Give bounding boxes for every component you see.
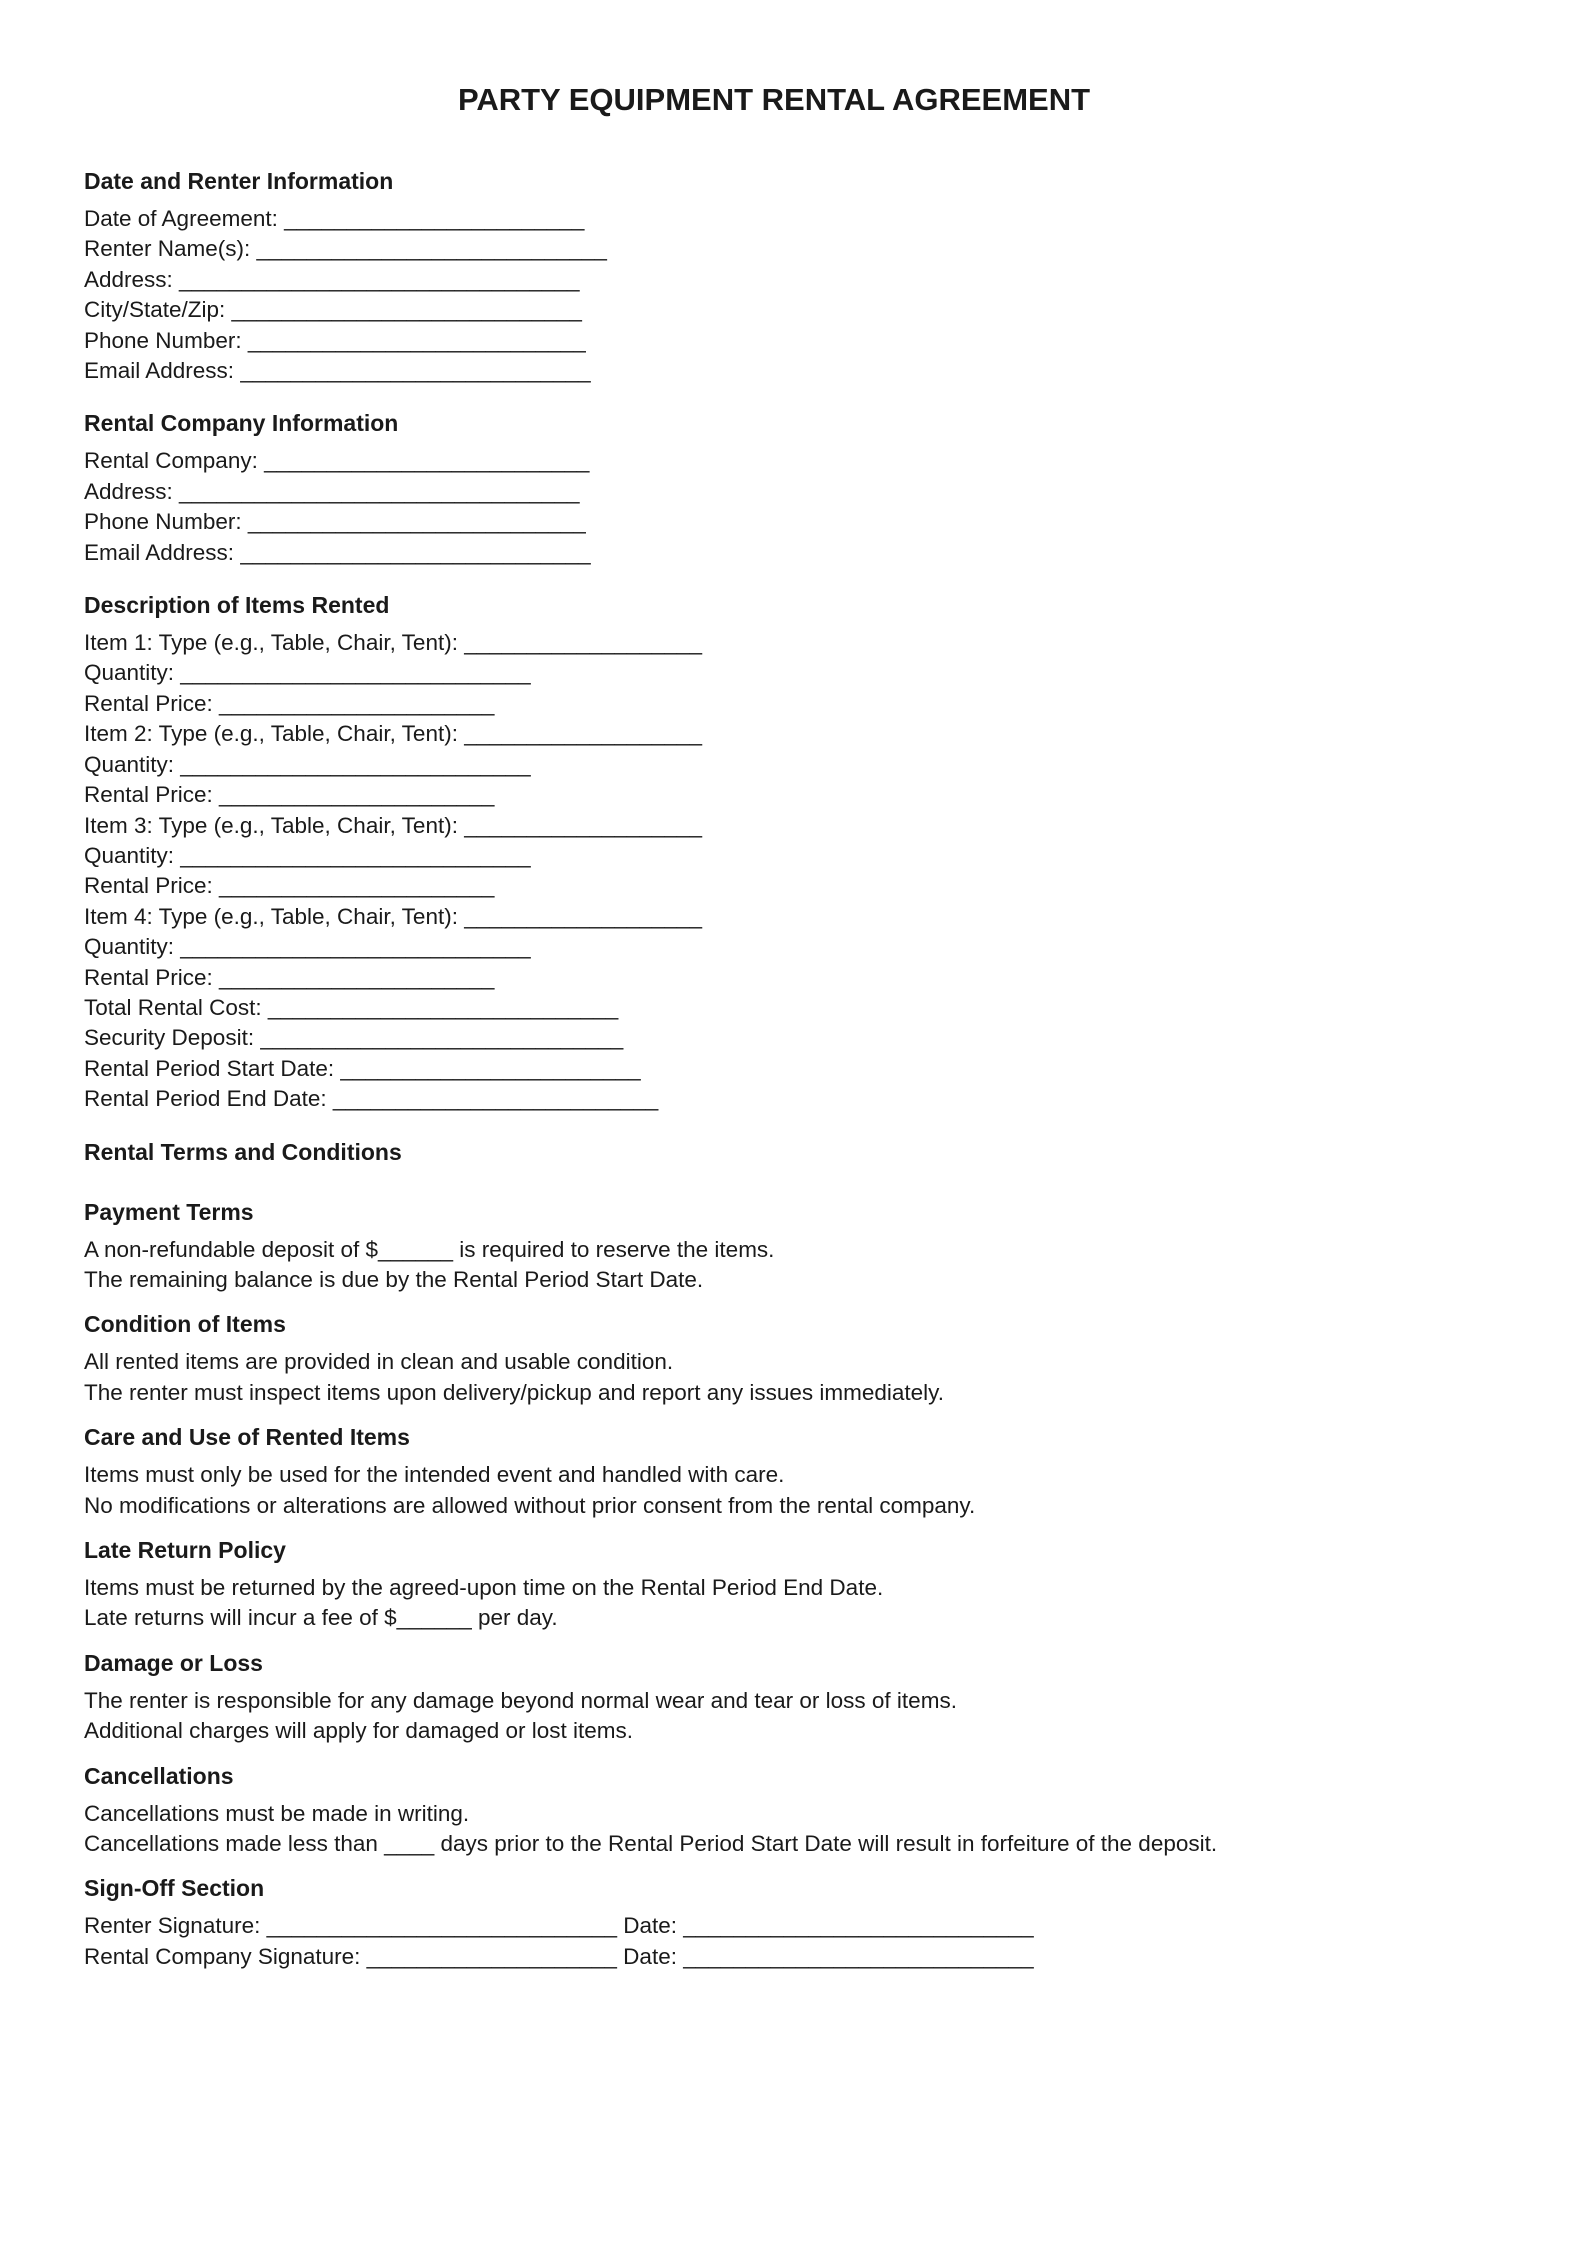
term-line: No modifications or alterations are allowed without prior consent from the rental company.: [84, 1492, 976, 1518]
term-line: All rented items are provided in clean and usable condition.: [84, 1349, 674, 1375]
late-return-section: [84, 1535, 1504, 1634]
section-heading: Rental Company Information: [84, 410, 399, 437]
term-line: Items must be returned by the agreed-upon time on the Rental Period End Date.: [84, 1575, 884, 1600]
item-2-price-field: Rental Price: ______________________: [84, 782, 495, 808]
renter-city-state-zip-field: City/State/Zip: ____________________________: [84, 297, 582, 323]
sign-off-section: [84, 1873, 1504, 1972]
section-heading: Damage or Loss: [84, 1649, 263, 1676]
term-line: Cancellations must be made in writing.: [84, 1800, 470, 1826]
item-2-quantity-field: Quantity: ____________________________: [84, 751, 531, 777]
terms-heading: Rental Terms and Conditions: [84, 1138, 402, 1165]
renter-address-field: Address: ________________________________: [84, 266, 580, 292]
section-heading: Date and Renter Information: [84, 168, 394, 194]
document-title: PARTY EQUIPMENT RENTAL AGREEMENT: [457, 82, 1091, 117]
total-rental-cost-field: Total Rental Cost: ____________________________: [84, 994, 619, 1020]
items-rented-section: [84, 590, 1504, 1115]
item-1-type-field: Item 1: Type (e.g., Table, Chair, Tent): ___________________: [84, 630, 702, 656]
item-3-quantity-field: Quantity: ____________________________: [84, 842, 531, 868]
damage-or-loss-section: [84, 1648, 1504, 1747]
item-3-price-field: Rental Price: ______________________: [84, 873, 495, 899]
care-and-use-section: [84, 1422, 1504, 1521]
term-line: Late returns will incur a fee of $______ per day.: [84, 1605, 558, 1631]
company-signature-line: Rental Company Signature: ____________________ Date: ____________________________: [84, 1943, 1034, 1969]
item-1-price-field: Rental Price: ______________________: [84, 690, 495, 716]
company-address-field: Address: ________________________________: [84, 478, 580, 504]
renter-name-field: Renter Name(s): ____________________________: [84, 236, 607, 262]
renter-information-section: [84, 166, 1504, 386]
section-heading: Description of Items Rented: [84, 592, 390, 619]
rental-start-date-field: Rental Period Start Date: ________________________: [84, 1055, 641, 1081]
section-heading: Cancellations: [84, 1762, 234, 1789]
term-line: The renter is responsible for any damage beyond normal wear and tear or loss of items.: [84, 1687, 957, 1713]
renter-email-field: Email Address: ____________________________: [84, 358, 591, 384]
term-line: Items must only be used for the intended event and handled with care.: [84, 1462, 785, 1488]
rental-company-section: [84, 408, 1504, 568]
item-3-type-field: Item 3: Type (e.g., Table, Chair, Tent): ___________________: [84, 812, 702, 838]
company-email-field: Email Address: ____________________________: [84, 539, 591, 565]
term-line: Cancellations made less than ____ days prior to the Rental Period Start Date will result in forfeiture of the deposit.: [84, 1831, 1218, 1857]
section-heading: Care and Use of Rented Items: [84, 1424, 410, 1451]
company-phone-field: Phone Number: ___________________________: [84, 509, 586, 535]
item-1-quantity-field: Quantity: ____________________________: [84, 660, 531, 686]
section-heading: Late Return Policy: [84, 1537, 286, 1563]
condition-of-items-section: [84, 1309, 1504, 1408]
section-heading: Sign-Off Section: [84, 1875, 265, 1902]
item-4-price-field: Rental Price: ______________________: [84, 964, 495, 990]
date-of-agreement-field: Date of Agreement: ________________________: [84, 206, 585, 231]
payment-terms-section: [84, 1197, 1504, 1296]
term-line: The remaining balance is due by the Rental Period Start Date.: [84, 1266, 704, 1292]
document-page: [84, 82, 1504, 1986]
security-deposit-field: Security Deposit: _____________________________: [84, 1025, 624, 1051]
section-heading: Payment Terms: [84, 1198, 254, 1225]
term-line: A non-refundable deposit of $______ is required to reserve the items.: [84, 1236, 775, 1262]
cancellations-section: [84, 1761, 1504, 1860]
renter-phone-field: Phone Number: ___________________________: [84, 327, 586, 353]
renter-signature-line: Renter Signature: ____________________________ Date: ____________________________: [84, 1913, 1034, 1939]
item-4-type-field: Item 4: Type (e.g., Table, Chair, Tent): ___________________: [84, 903, 702, 929]
rental-end-date-field: Rental Period End Date: __________________________: [84, 1086, 659, 1112]
term-line: The renter must inspect items upon delivery/pickup and report any issues immediately.: [84, 1379, 944, 1405]
item-2-type-field: Item 2: Type (e.g., Table, Chair, Tent): ___________________: [84, 721, 702, 747]
rental-company-field: Rental Company: __________________________: [84, 448, 590, 474]
term-line: Additional charges will apply for damaged or lost items.: [84, 1718, 634, 1744]
section-heading: Condition of Items: [84, 1311, 286, 1338]
item-4-quantity-field: Quantity: ____________________________: [84, 934, 531, 960]
